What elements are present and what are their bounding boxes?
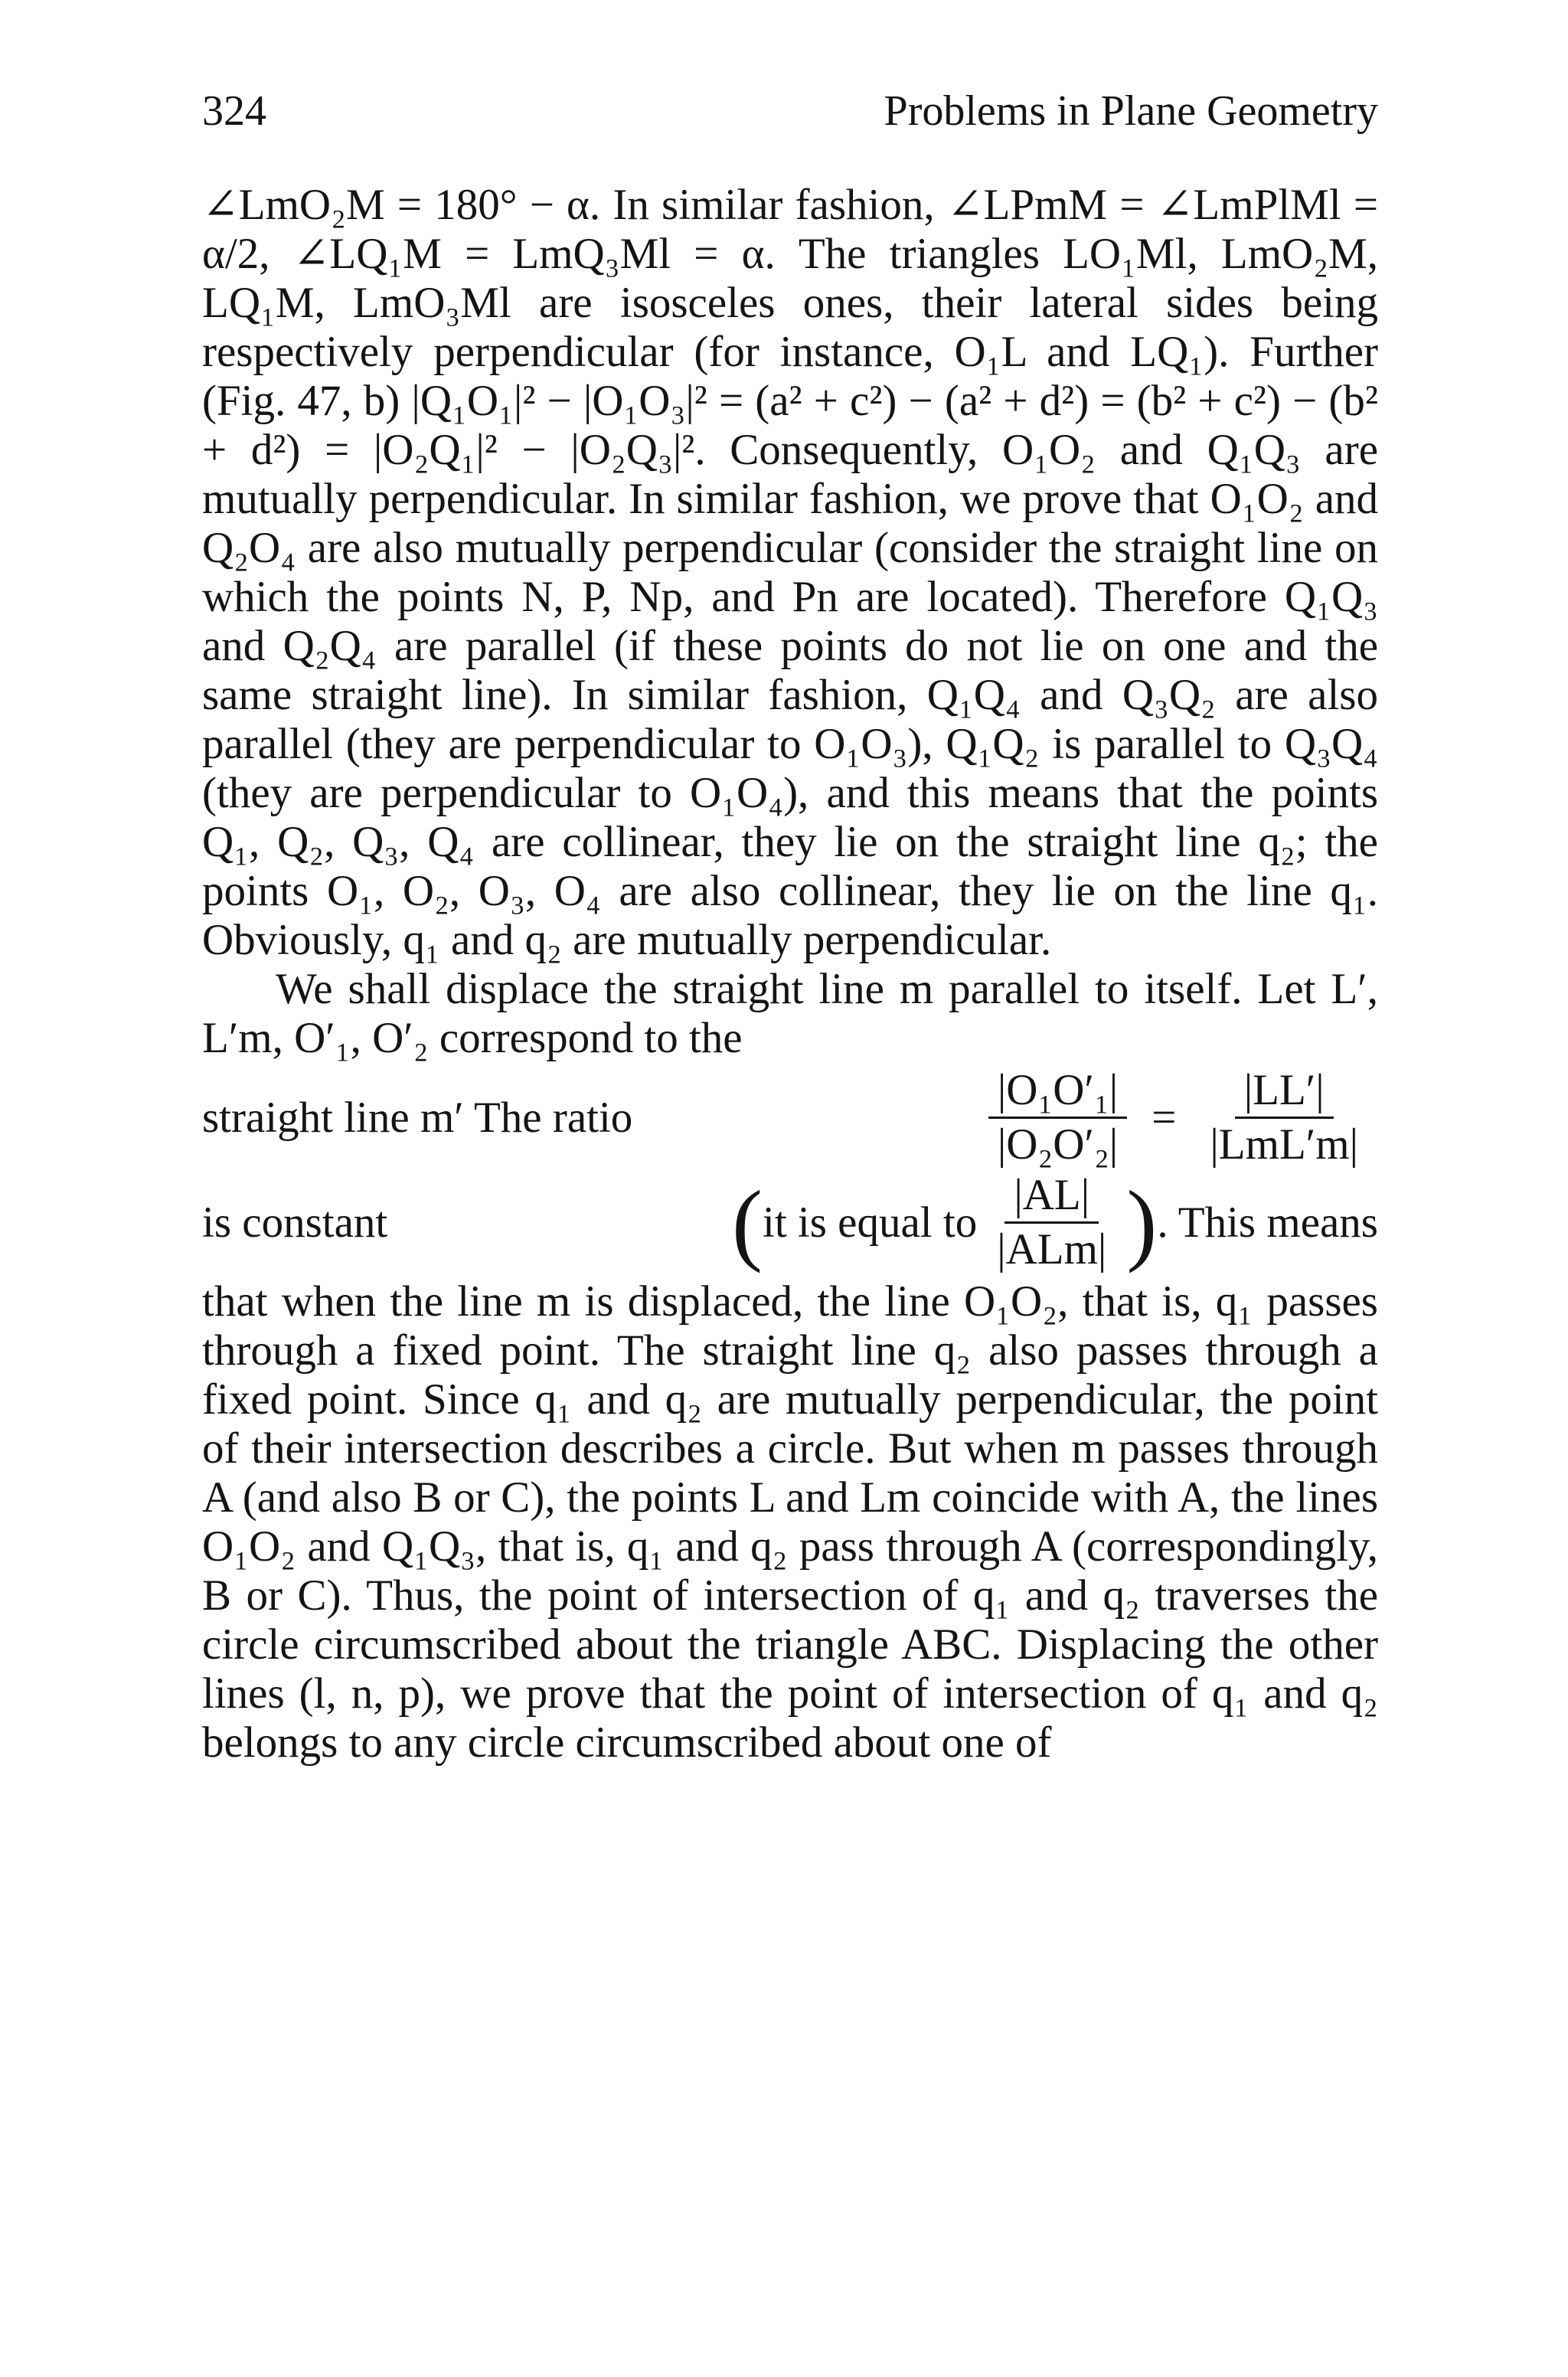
ratio-equation-line	[202, 1068, 1378, 1168]
paragraph-2-intro: We shall displace the straight line m parallel to itself. Let L′, L′m, O′₁, O′₂ correspond to the	[202, 965, 1378, 1062]
paragraph-2-rest: that when the line m is displaced, the line O₁O₂, that is, q₁ passes through a fixed point. The straight line q₂ also passes through a fixed point. Since q₁ and q₂ are mutually perpendicular, the point of their intersection describes a circle. But when m passes through A (and also B or C), the points L and Lm coincide with A, the lines O₁O₂ and Q₁Q₃, that is, q₁ and q₂ pass through A (correspondingly, B or C). Thus, the point of intersection of q₁ and q₂ traverses the circle circumscribed about the triangle ABC. Displacing the other lines (l, n, p), we prove that the point of intersection of q₁ and q₂ belongs to any circle circumscribed about one of	[202, 1277, 1378, 1767]
running-title: Problems in Plane Geometry	[884, 87, 1378, 135]
ratio-lead-text: straight line m′ The ratio	[202, 1093, 633, 1142]
ratio-fraction-right	[1200, 1068, 1367, 1168]
open-parenthesis: (	[732, 1171, 763, 1274]
constant-mid-text: it is equal to	[762, 1198, 978, 1247]
constant-fraction	[988, 1172, 1116, 1273]
page-number: 324	[202, 87, 266, 135]
constant-numerator: |AL|	[1004, 1172, 1099, 1224]
constant-equation-line	[202, 1172, 1378, 1273]
constant-tail-text: . This means	[1157, 1198, 1378, 1247]
constant-denominator: |ALm|	[997, 1225, 1107, 1274]
paragraph-1: ∠LmO₂M = 180° − α. In similar fashion, ∠LPmM = ∠LmPlMl = α/2, ∠LQ₁M = LmQ₃Ml = α. The triangles LO₁Ml, LmO₂M, LQ₁M, LmO₃Ml are isosceles ones, their lateral sides being respectively perpendicular (for instance, O₁L and LQ₁). Further (Fig. 47, b) |Q₁O₁|² − |O₁O₃|² = (a² + c²) − (a² + d²) = (b² + c²) − (b² + d²) = |O₂Q₁|² − |O₂Q₃|². Consequently, O₁O₂ and Q₁Q₃ are mutually perpendicular. In similar fashion, we prove that O₁O₂ and Q₂O₄ are also mutually perpendicular (consider the straight line on which the points N, P, Np, and Pn are located). Therefore Q₁Q₃ and Q₂Q₄ are parallel (if these points do not lie on one and the same straight line). In similar fashion, Q₁Q₄ and Q₃Q₂ are also parallel (they are perpendicular to O₁O₃), Q₁Q₂ is parallel to Q₃Q₄ (they are perpendicular to O₁O₄), and this means that the points Q₁, Q₂, Q₃, Q₄ are collinear, they lie on the straight line q₂; the points O₁, O₂, O₃, O₄ are also collinear, they lie on the line q₁. Obviously, q₁ and q₂ are mutually perpendicular.	[202, 181, 1378, 964]
page-header	[202, 77, 1378, 145]
ratio-numerator-right: |LL′|	[1235, 1068, 1334, 1119]
constant-lead-text: is constant	[202, 1198, 388, 1247]
ratio-equals-sign: =	[1152, 1093, 1177, 1142]
ratio-fraction-left	[988, 1068, 1127, 1168]
ratio-numerator-left: |O₁O′₁|	[988, 1068, 1127, 1119]
close-parenthesis: )	[1126, 1171, 1158, 1274]
ratio-denominator-left: |O₂O′₂|	[997, 1120, 1119, 1169]
ratio-denominator-right: |LmL′m|	[1210, 1120, 1358, 1169]
body-text	[202, 181, 1378, 1767]
